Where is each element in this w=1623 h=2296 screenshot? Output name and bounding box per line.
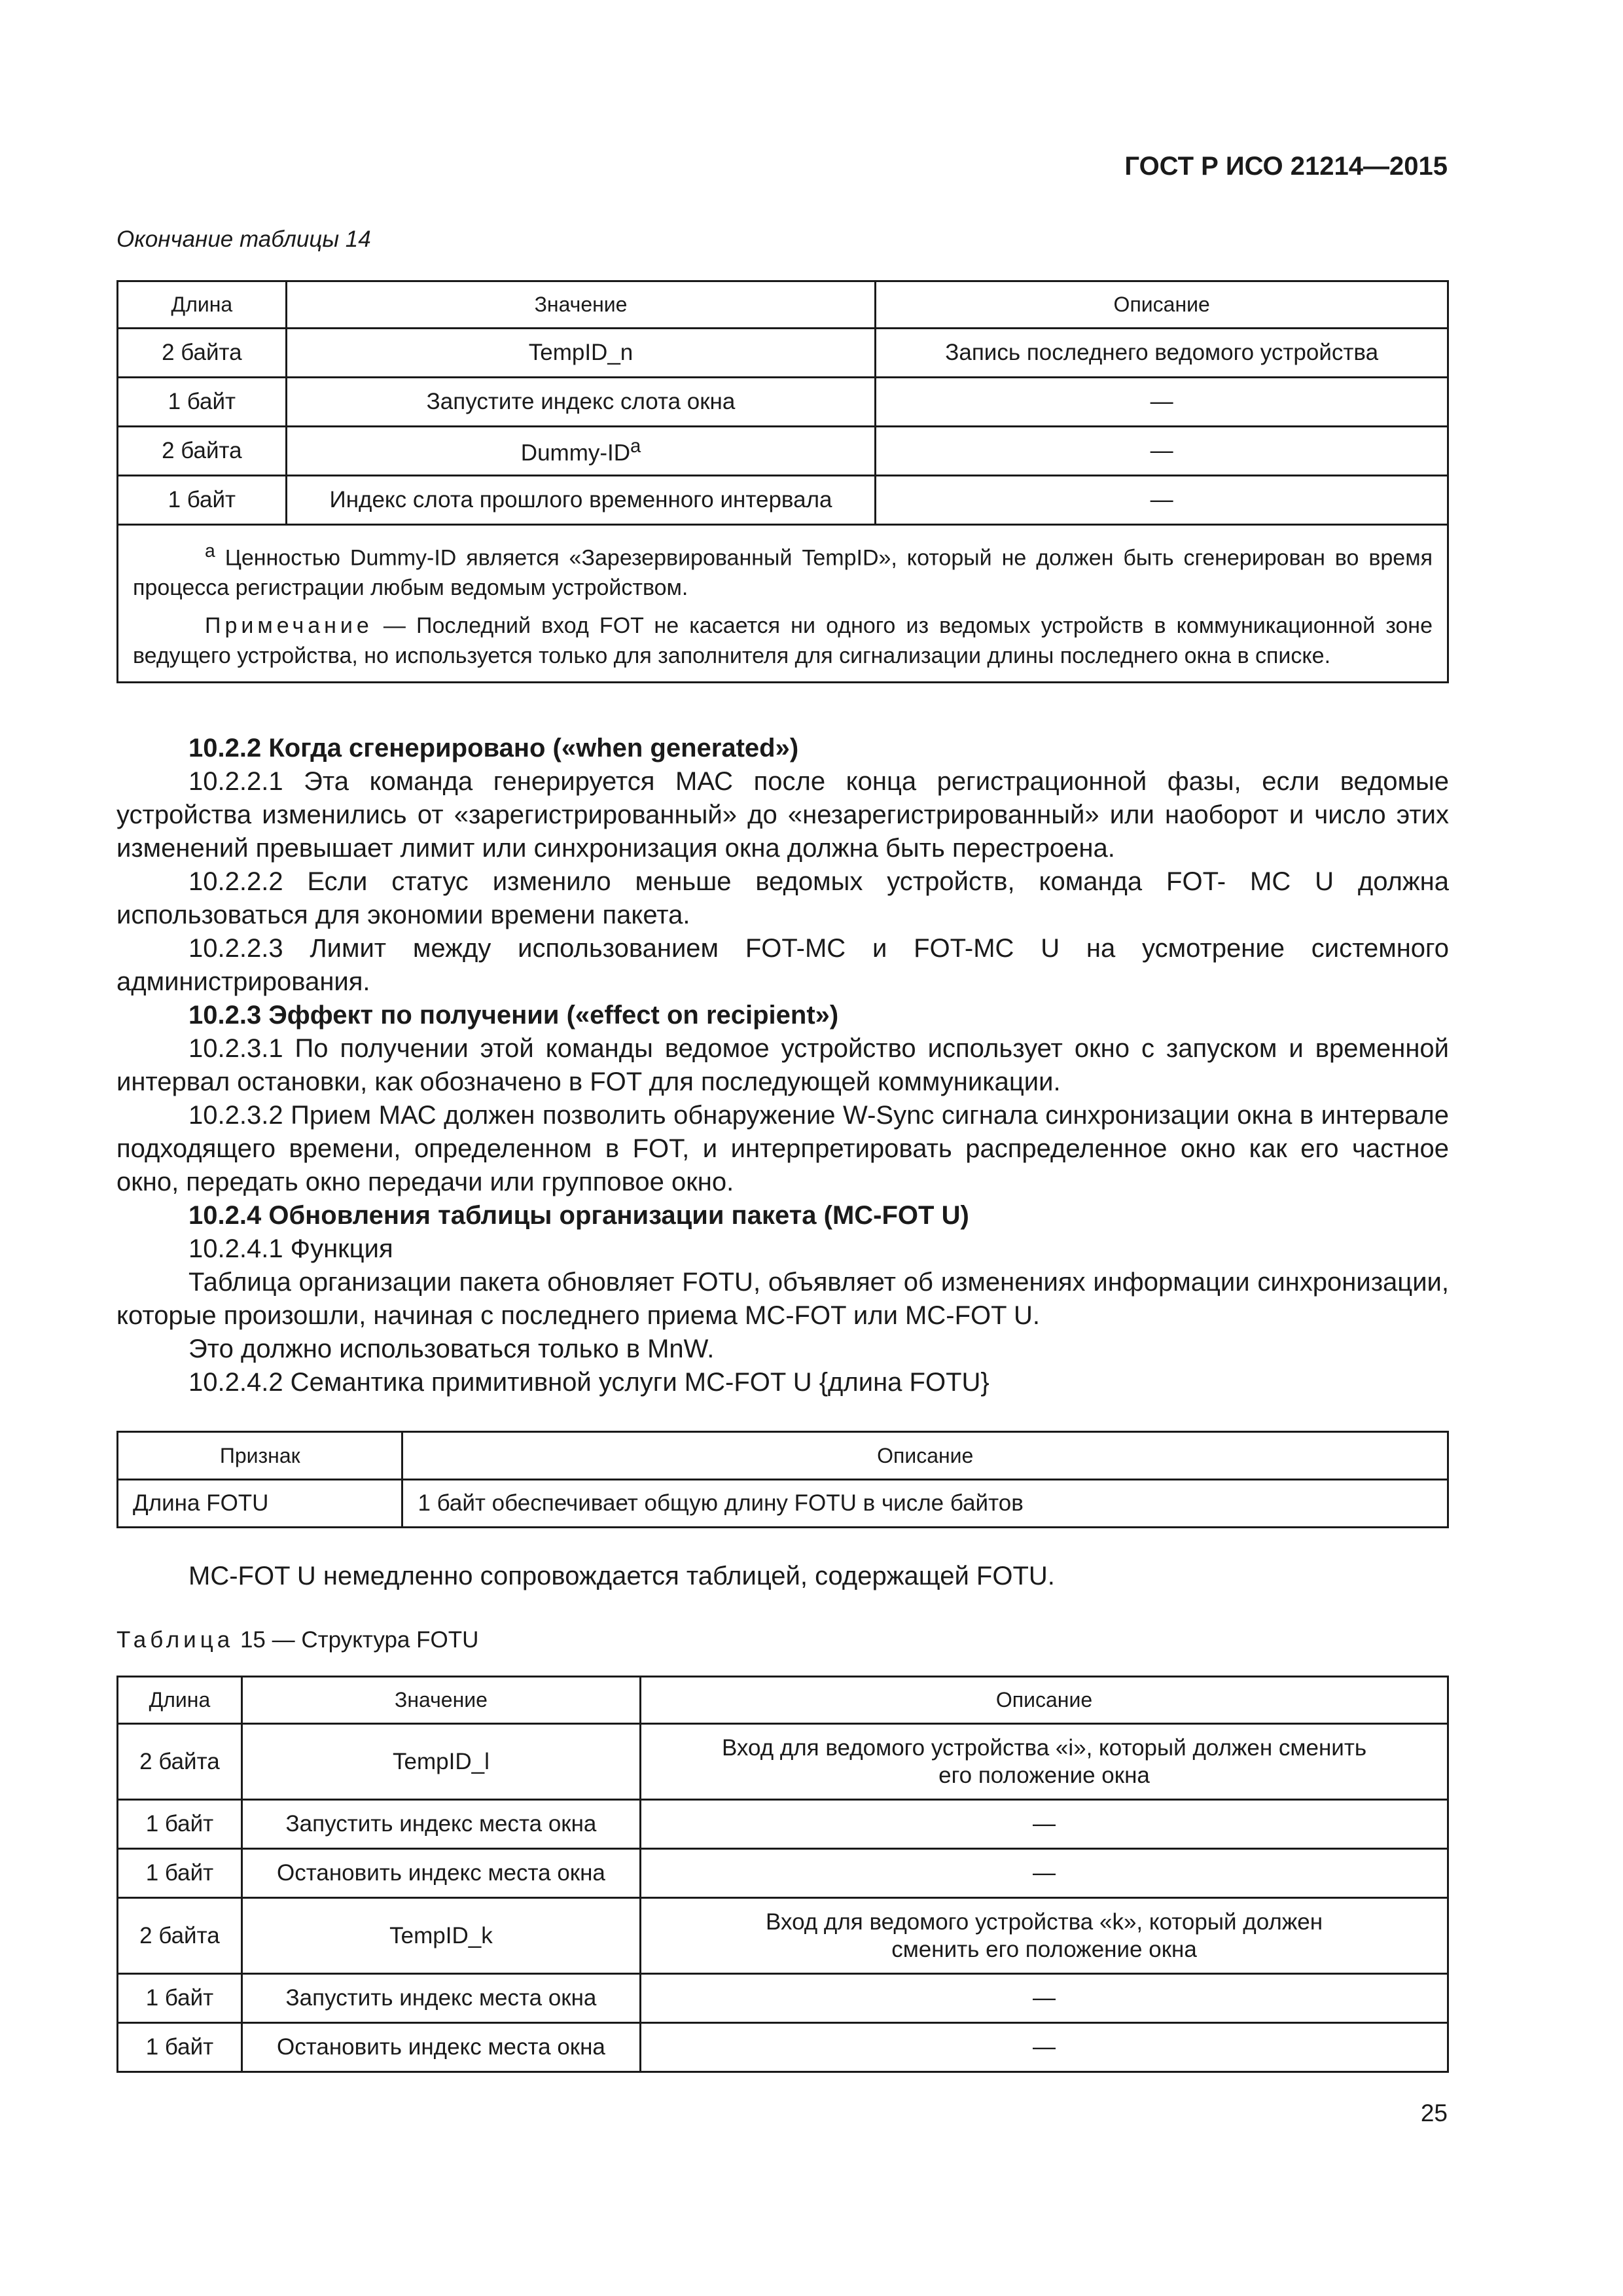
column-header-description: Описание [876, 281, 1448, 329]
cell-attribute: Длина FOTU [118, 1480, 402, 1528]
section-heading: 10.2.4 Обновления таблицы организации пакета (MC-FOT U) [188, 1201, 969, 1230]
table-header-row [118, 1677, 1448, 1724]
table-15 [116, 1676, 1449, 2073]
footnote-ref: a [630, 435, 641, 457]
paragraph: 10.2.2.2 Если статус изменило меньше ведомых устройств, команда FOT- MC U должна использоваться для экономии времени пакета. [116, 867, 1449, 929]
column-header-length: Длина [118, 281, 287, 329]
cell-length: 1 байт [118, 2023, 242, 2072]
paragraph: 10.2.3.1 По получении этой команды ведомое устройство использует окно с запуском и временной интервал остановки, как обозначено в FOT для последующей коммуникации. [116, 1034, 1449, 1096]
cell-value: Индекс слота прошлого временного интервала [286, 476, 876, 525]
note-text: — Последний вход FOT не касается ни одного из ведомых устройств в коммуникационной зоне ведущего устройства, но используется только для заполнителя для сигнализации длины последнего окна в списке. [133, 613, 1433, 669]
cell-description: — [876, 476, 1448, 525]
cell-description [641, 1898, 1448, 1974]
table-row [118, 1724, 1448, 1800]
paragraph: 10.2.3.2 Прием МАС должен позволить обнаружение W-Sync сигнала синхронизации окна в интервале подходящего времени, определенном в FOT, и интерпретировать распределенное окно как его частное окно, передать окно передачи или групповое окно. [116, 1101, 1449, 1196]
dummy-id-text: Dummy-ID [520, 440, 631, 466]
cell-length: 1 байт [118, 476, 287, 525]
cell-value: TempID_k [241, 1898, 640, 1974]
cell-description: — [641, 1849, 1448, 1898]
table-row [118, 427, 1448, 476]
description-line: Вход для ведомого устройства «i», который должен сменить [721, 1734, 1367, 1761]
cell-description: Запись последнего ведомого устройства [876, 329, 1448, 378]
table-row [118, 476, 1448, 525]
note-label: Примечание [205, 613, 373, 639]
footnote-mark: a [205, 541, 215, 562]
column-header-attribute: Признак [118, 1432, 402, 1480]
column-header-description: Описание [402, 1432, 1448, 1480]
table-footnote-row [118, 525, 1448, 683]
table-note [133, 611, 1433, 671]
document-code: ГОСТ Р ИСО 21214—2015 [1124, 152, 1448, 181]
table-row [118, 1898, 1448, 1974]
cell-description: 1 байт обеспечивает общую длину FOTU в числе байтов [402, 1480, 1448, 1528]
cell-description: — [641, 1800, 1448, 1849]
cell-description: — [641, 1974, 1448, 2023]
cell-length: 2 байта [118, 329, 287, 378]
cell-length: 2 байта [118, 1724, 242, 1800]
table-row [118, 1480, 1448, 1528]
table-continuation-label: Окончание таблицы 14 [116, 226, 371, 252]
cell-value: Остановить индекс места окна [241, 2023, 640, 2072]
caption-title: 15 — Структура FOTU [234, 1627, 479, 1653]
table-footnote-cell [118, 525, 1448, 683]
description-line: его положение окна [938, 1762, 1150, 1788]
page-number: 25 [1420, 2100, 1448, 2126]
table-row [118, 1974, 1448, 2023]
column-header-length: Длина [118, 1677, 242, 1724]
column-header-value: Значение [241, 1677, 640, 1724]
cell-value: TempID_n [286, 329, 876, 378]
cell-value: Запустите индекс слота окна [286, 378, 876, 427]
cell-length: 2 байта [118, 1898, 242, 1974]
table-row [118, 1800, 1448, 1849]
cell-description: — [876, 378, 1448, 427]
section-heading: 10.2.2 Когда сгенерировано («when generated») [188, 734, 799, 762]
section-heading: 10.2.3 Эффект по получении («effect on recipient») [188, 1001, 839, 1030]
paragraph: 10.2.4.2 Семантика примитивной услуги MC-FOT U {длина FOTU} [188, 1368, 990, 1397]
table-row [118, 329, 1448, 378]
paragraph: 10.2.2.1 Эта команда генерируется МАС после конца регистрационной фазы, если ведомые устройства изменились от «зарегистрированный» до «незарегистрированный» или наоборот и число этих изменений превышает лимит или синхронизация окна должна быть перестроена. [116, 767, 1449, 863]
cell-value: Остановить индекс места окна [241, 1849, 640, 1898]
cell-description [641, 1724, 1448, 1800]
cell-length: 1 байт [118, 378, 287, 427]
paragraph: 10.2.2.3 Лимит между использованием FOT-MC и FOT-MC U на усмотрение системного администрирования. [116, 934, 1449, 996]
cell-description: — [641, 2023, 1448, 2072]
paragraph: Таблица организации пакета обновляет FOTU, объявляет об изменениях информации синхронизации, которые произошли, начиная с последнего приема MC-FOT или MC-FOT U. [116, 1268, 1449, 1330]
semantics-table [116, 1431, 1449, 1528]
cell-value: TempID_l [241, 1724, 640, 1800]
description-line: Вход для ведомого устройства «k», который должен [766, 1909, 1323, 1935]
caption-prefix: Таблица [116, 1627, 234, 1653]
paragraph: Это должно использоваться только в MnW. [188, 1335, 715, 1363]
cell-length: 2 байта [118, 427, 287, 476]
paragraph: MC-FOT U немедленно сопровождается таблицей, содержащей FOTU. [188, 1562, 1055, 1590]
paragraph: 10.2.4.1 Функция [188, 1234, 393, 1263]
table-15-caption [116, 1627, 478, 1653]
table-row [118, 378, 1448, 427]
footnote-text: Ценностью Dummy-ID является «Зарезервированный TempID», который не должен быть сгенерирован во время процесса регистрации любым ведомым устройством. [133, 545, 1433, 601]
column-header-description: Описание [641, 1677, 1448, 1724]
table-header-row [118, 281, 1448, 329]
footnote [133, 536, 1433, 603]
table-row [118, 2023, 1448, 2072]
description-line: сменить его положение окна [891, 1936, 1197, 1962]
table-header-row [118, 1432, 1448, 1480]
cell-length: 1 байт [118, 1974, 242, 2023]
table-14 [116, 280, 1449, 683]
body-section-10-2-2 [116, 732, 1449, 1399]
cell-description: — [876, 427, 1448, 476]
table-row [118, 1849, 1448, 1898]
cell-length: 1 байт [118, 1800, 242, 1849]
column-header-value: Значение [286, 281, 876, 329]
cell-length: 1 байт [118, 1849, 242, 1898]
cell-value [286, 427, 876, 476]
cell-value: Запустить индекс места окна [241, 1800, 640, 1849]
cell-value: Запустить индекс места окна [241, 1974, 640, 2023]
